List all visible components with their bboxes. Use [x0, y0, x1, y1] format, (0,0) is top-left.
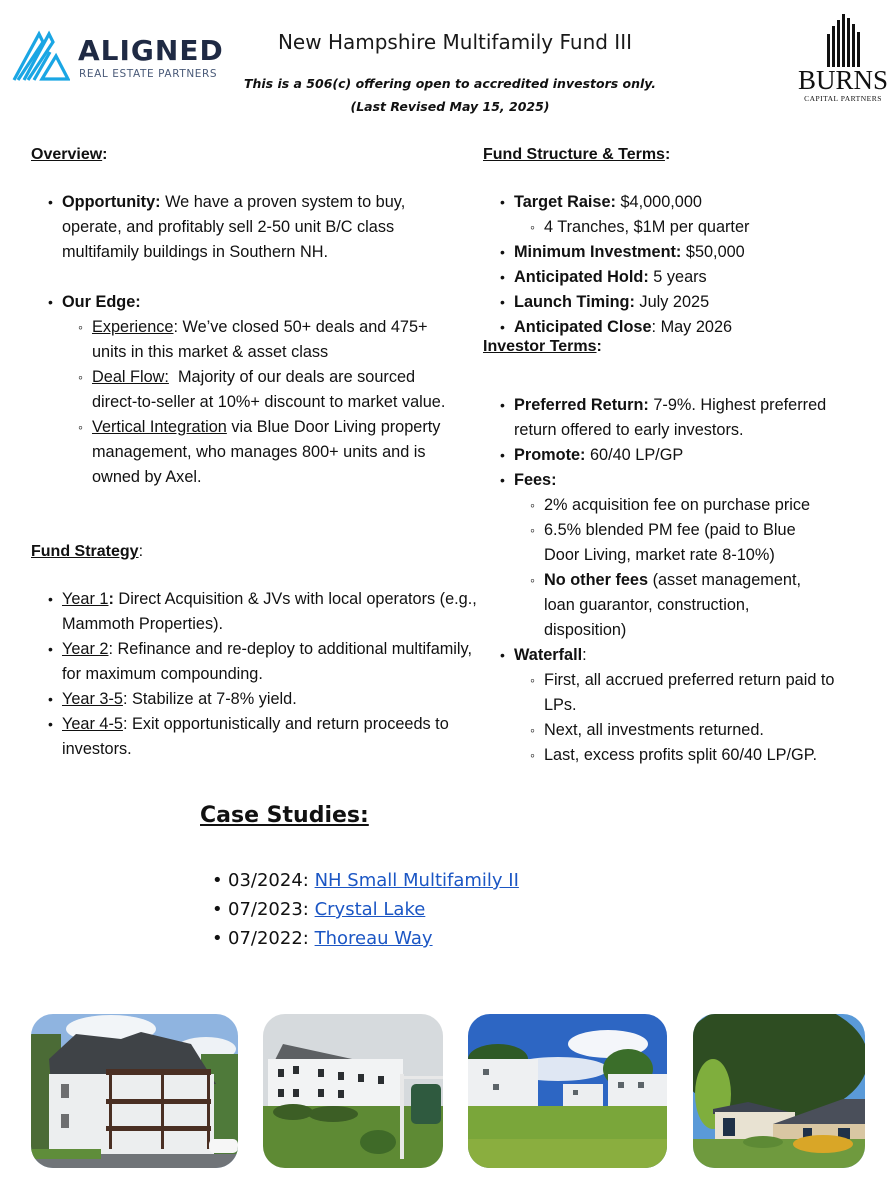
fund-strategy-heading: Fund Strategy: [31, 543, 144, 560]
fund-structure-list [483, 190, 878, 340]
launch-timing-item: • Launch Timing: July 2025 [483, 290, 878, 315]
overview-section [31, 146, 491, 490]
case-studies-list [200, 866, 519, 953]
fees-item: • Fees: ◦ 2% acquisition fee on purchase price ◦ 6.5% blended PM fee (paid to Blue Door Living, market rate 8-10%) ◦ No other fees (asset management, loan guarantor, construction, disposition) [483, 468, 873, 643]
investor-terms-section [483, 393, 873, 768]
waterfall-sublist [514, 668, 873, 768]
house-photo-image [31, 1014, 238, 1168]
property-photo-3 [468, 1014, 667, 1168]
case-study-item: • 03/2024: NH Small Multifamily II [200, 866, 519, 895]
offering-notice: This is a 506(c) offering open to accredited investors only. [243, 76, 657, 91]
property-photo-4 [693, 1014, 865, 1168]
minimum-investment-item: • Minimum Investment: $50,000 [483, 240, 878, 265]
strategy-year-2: • Year 2: Refinance and re-deploy to additional multifamily, for maximum compounding. [31, 637, 486, 687]
strategy-year-4-5: • Year 4-5: Exit opportunistically and return proceeds to investors. [31, 712, 486, 762]
garden-homes-photo-image [693, 1014, 865, 1168]
burns-logo-tagline: CAPITAL PARTNERS [804, 94, 882, 103]
burns-logo [796, 12, 890, 102]
tranches-item: ◦ 4 Tranches, $1M per quarter [514, 215, 878, 240]
target-raise-item: • Target Raise: $4,000,000 ◦ 4 Tranches, $1M per quarter [483, 190, 878, 240]
overview-list [31, 190, 461, 490]
waterfall-item: • Waterfall: ◦ First, all accrued preferred return paid to LPs. ◦ Next, all investments returned. ◦ Last, excess profits split 60/40 LP/GP. [483, 643, 873, 768]
edge-vertical-integration: ◦ Vertical Integration via Blue Door Living property management, who manages 800+ units and is owned by Axel. [62, 415, 461, 490]
apartment-sign-photo-image [263, 1014, 443, 1168]
investor-terms-list [483, 393, 873, 768]
aligned-logo [12, 30, 222, 85]
investor-terms-heading: Investor Terms: [483, 338, 602, 355]
strategy-year-1: • Year 1: Direct Acquisition & JVs with local operators (e.g., Mammoth Properties). [31, 587, 486, 637]
fund-strategy-list [31, 587, 486, 762]
aligned-logo-name: ALIGNED [78, 34, 224, 67]
case-study-link-thoreau-way[interactable]: Thoreau Way [314, 928, 433, 949]
fee-none-other: ◦ No other fees (asset management, loan guarantor, construction, disposition) [514, 568, 873, 643]
our-edge-sublist [62, 315, 461, 490]
fund-structure-section [483, 146, 878, 356]
case-study-item: • 07/2023: Crystal Lake [200, 895, 519, 924]
overview-heading: Overview: [31, 146, 108, 163]
anticipated-hold-item: • Anticipated Hold: 5 years [483, 265, 878, 290]
fee-pm: ◦ 6.5% blended PM fee (paid to Blue Door Living, market rate 8-10%) [514, 518, 873, 568]
burns-building-icon [824, 12, 864, 67]
case-study-item: • 07/2022: Thoreau Way [200, 924, 519, 953]
strategy-year-3-5: • Year 3-5: Stabilize at 7-8% yield. [31, 687, 486, 712]
burns-logo-name: BURNS [797, 65, 889, 95]
edge-deal-flow: ◦ Deal Flow: Majority of our deals are sourced direct-to-seller at 10%+ discount to market value. [62, 365, 461, 415]
waterfall-step-2: ◦ Next, all investments returned. [514, 718, 873, 743]
waterfall-step-1: ◦ First, all accrued preferred return paid to LPs. [514, 668, 873, 718]
property-photo-1 [31, 1014, 238, 1168]
property-photo-2 [263, 1014, 443, 1168]
case-studies-heading: Case Studies: [200, 803, 369, 828]
preferred-return-item: • Preferred Return: 7-9%. Highest preferred return offered to early investors. [483, 393, 873, 443]
promote-item: • Promote: 60/40 LP/GP [483, 443, 873, 468]
page-title: New Hampshire Multifamily Fund III [277, 30, 633, 54]
our-edge-item: • Our Edge: ◦ Experience: We’ve closed 50+ deals and 475+ units in this market & asset class ◦ Deal Flow: Majority of our deals are sourced direct-to-seller at 10%+ discount to market value. ◦ Vertical Integration via Blue Door Living property management, who manages 800+ units and is owned by Axel. [31, 290, 461, 490]
opportunity-item: • Opportunity: We have a proven system to buy, operate, and profitably sell 2-50 unit B/C class multifamily buildings in Southern NH. [31, 190, 461, 265]
target-raise-sublist [514, 215, 878, 240]
aligned-logo-tagline: REAL ESTATE PARTNERS [79, 68, 218, 80]
aligned-mark-icon [12, 30, 70, 82]
fund-structure-heading: Fund Structure & Terms: [483, 146, 671, 163]
fee-acquisition: ◦ 2% acquisition fee on purchase price [514, 493, 873, 518]
anticipated-close-item: • Anticipated Close: May 2026 [483, 315, 878, 340]
case-study-link-nh-small-multifamily-ii[interactable]: NH Small Multifamily II [314, 870, 519, 891]
waterfall-step-3: ◦ Last, excess profits split 60/40 LP/GP. [514, 743, 873, 768]
fees-sublist [514, 493, 873, 643]
revision-date: (Last Revised May 15, 2025) [350, 99, 550, 114]
fund-strategy-section [31, 543, 491, 762]
edge-experience: ◦ Experience: We’ve closed 50+ deals and 475+ units in this market & asset class [62, 315, 461, 365]
case-study-link-crystal-lake[interactable]: Crystal Lake [314, 899, 426, 920]
apartment-lawn-photo-image [468, 1014, 667, 1168]
